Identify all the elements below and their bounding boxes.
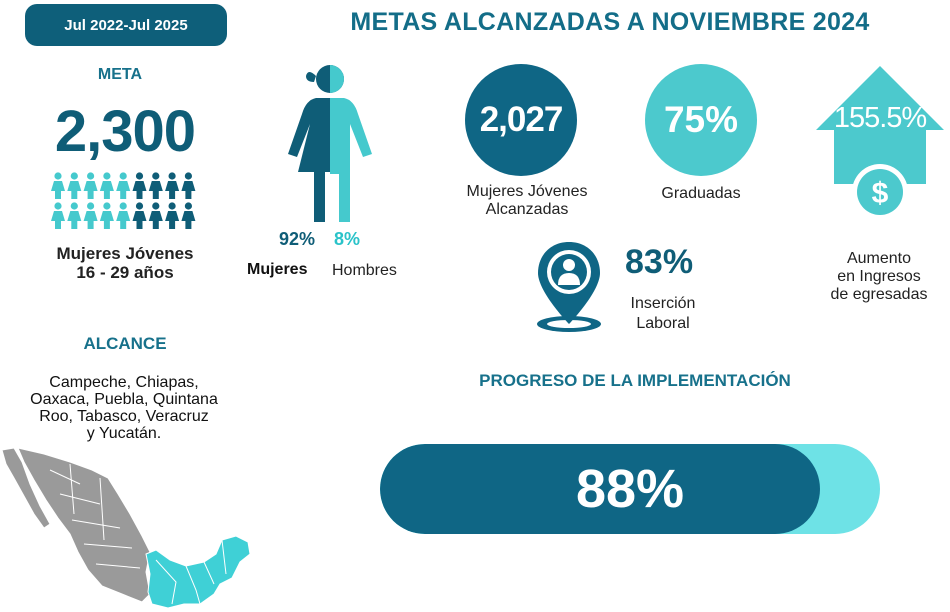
person-icon [165,172,179,199]
person-icon [67,202,81,229]
employment-value: 83% [625,243,694,281]
people-grid-icon [50,172,198,230]
person-icon [116,202,130,229]
house-icon [814,64,946,222]
person-icon [133,202,147,229]
employment-label [608,294,718,334]
graduated-value: 75% [663,99,739,140]
mexico-map-icon [0,444,258,612]
person-icon [51,172,65,199]
person-icon [181,172,195,199]
reached-label [442,183,612,219]
meta-label: META [97,66,143,83]
person-icon [116,172,130,199]
employment-label-line1: Inserción [630,295,696,312]
scope-line4: y Yucatán. [86,425,162,442]
period-badge: Jul 2022-Jul 2025 [25,4,227,46]
location-person-icon [534,240,604,334]
reached-circle [465,64,577,176]
income-label-line1: Aumento [846,250,912,267]
women-percentage: 92% [279,229,316,249]
person-icon [84,202,98,229]
person-icon [165,202,179,229]
person-icon [51,202,65,229]
scope-line1: Campeche, Chiapas, [49,374,199,391]
person-icon [181,202,195,229]
employment-label-line2: Laboral [636,315,690,332]
progress-title: PROGRESO DE LA IMPLEMENTACIÓN [479,371,791,390]
person-icon [149,172,163,199]
page-title: METAS ALCANZADAS A NOVIEMBRE 2024 [350,8,870,36]
men-percentage: 8% [334,229,361,249]
person-icon [67,172,81,199]
income-label [808,250,950,304]
reached-label-line1: Mujeres Jóvenes [466,183,588,200]
income-label-line3: de egresadas [830,286,928,303]
scope-description [0,374,248,442]
meta-description [20,244,230,282]
svg-text:$: $ [871,177,889,210]
graduated-circle [645,64,757,176]
reached-label-line2: Alcanzadas [485,201,569,218]
gender-figure-icon [284,62,380,224]
meta-value: 2,300 [54,99,196,164]
scope-line3: Roo, Tabasco, Veracruz [39,408,209,425]
person-icon [149,202,163,229]
meta-description-line1: Mujeres Jóvenes [56,244,194,263]
person-icon [84,172,98,199]
person-icon [100,202,114,229]
person-icon [100,172,114,199]
income-label-line2: en Ingresos [837,268,921,285]
women-label: Mujeres [247,261,308,278]
income-value: 155.5% [833,102,927,134]
person-icon [133,172,147,199]
progress-label: 88% [575,459,685,519]
graduated-label: Graduadas [661,185,741,202]
reached-value: 2,027 [479,100,563,139]
men-label: Hombres [332,262,397,279]
scope-title: ALCANCE [83,334,167,353]
scope-line2: Oaxaca, Puebla, Quintana [30,391,218,408]
meta-description-line2: 16 - 29 años [76,263,174,282]
